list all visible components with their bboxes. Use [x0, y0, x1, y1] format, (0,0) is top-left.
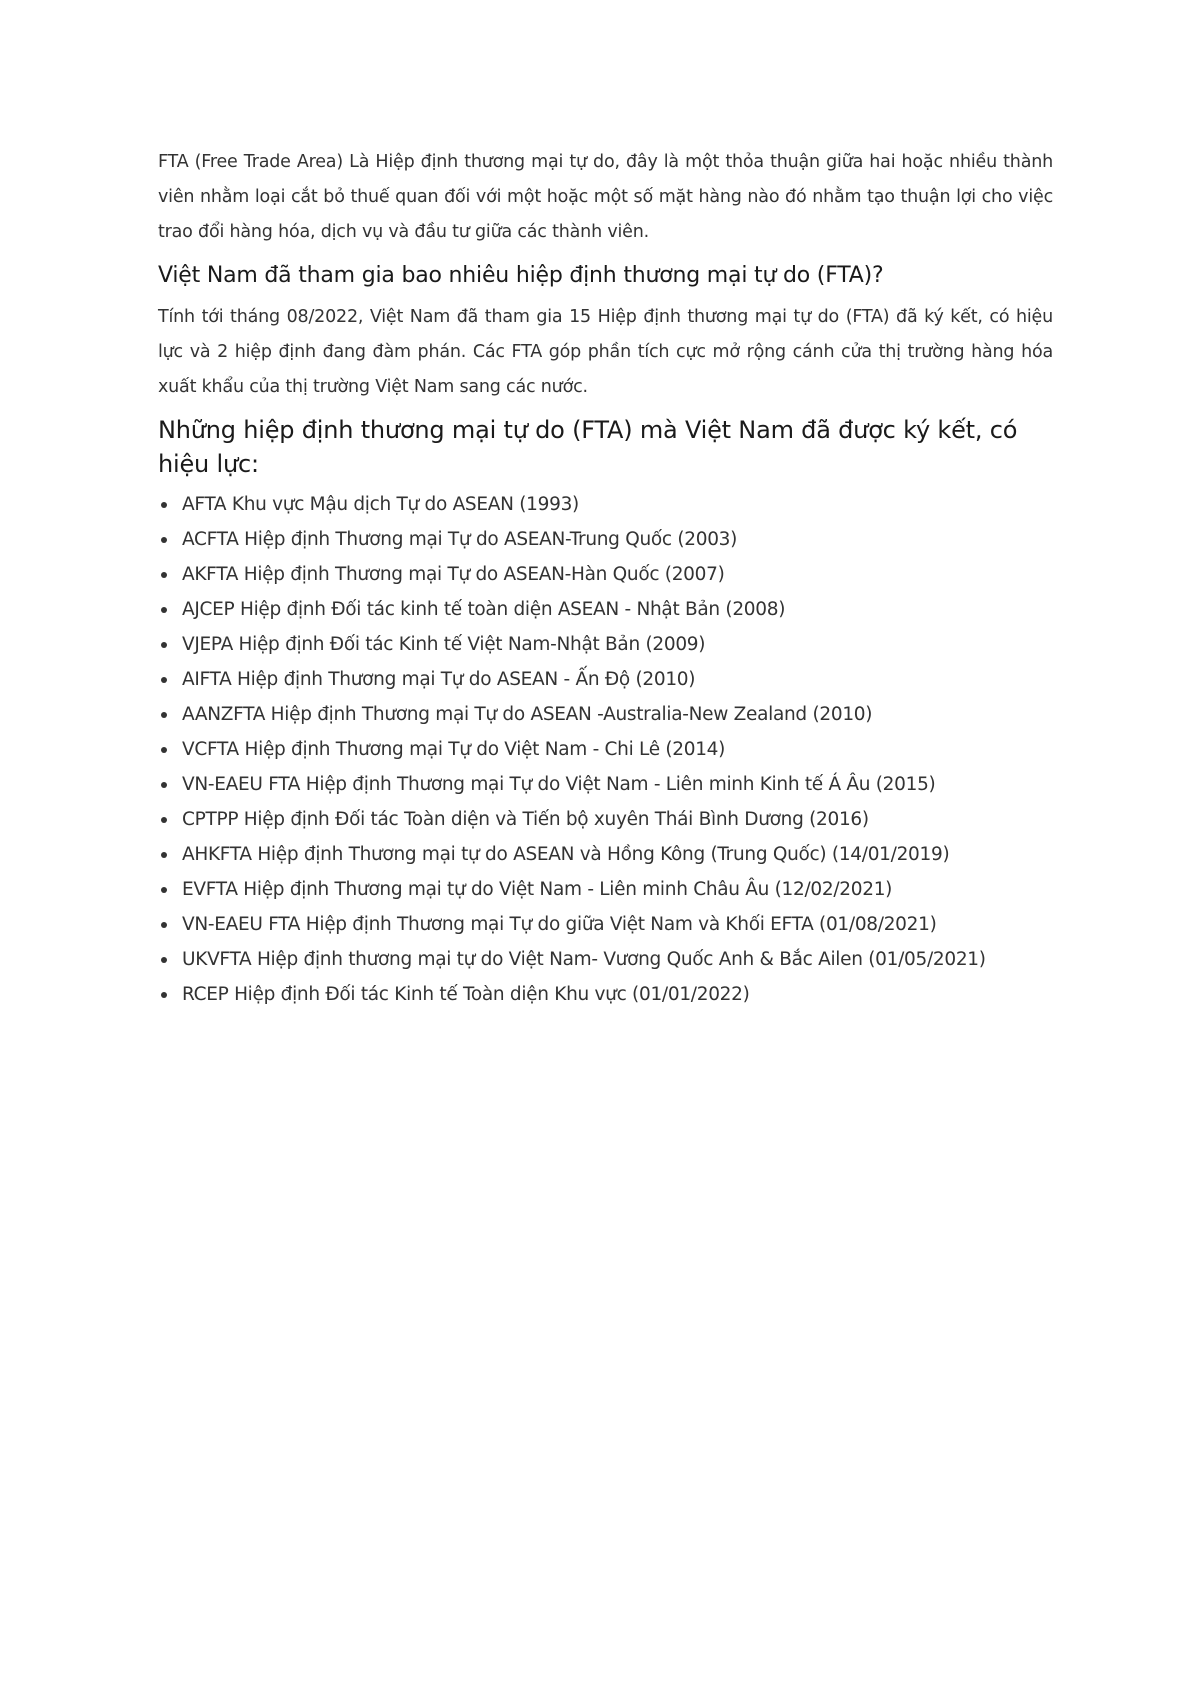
list-item [158, 802, 1053, 837]
list-item-text: AKFTA Hiệp định Thương mại Tự do ASEAN-Hàn Quốc (2007) [182, 564, 725, 585]
list-item [158, 487, 1053, 522]
list-item-text: AFTA Khu vực Mậu dịch Tự do ASEAN (1993) [182, 494, 579, 515]
bullet-icon [161, 502, 167, 508]
intro-paragraph: FTA (Free Trade Area) Là Hiệp định thương mại tự do, đây là một thỏa thuận giữa hai hoặc nhiều thành viên nhằm loại cắt bỏ thuế quan đối với một hoặc một số mặt hàng nào đó nhằm tạo thuận lợi cho việc trao đổi hàng hóa, dịch vụ và đầu tư giữa các thành viên. [158, 152, 1053, 242]
bullet-icon [161, 992, 167, 998]
list-item [158, 942, 1053, 977]
bullet-icon [161, 852, 167, 858]
heading-fta-count: Việt Nam đã tham gia bao nhiêu hiệp định thương mại tự do (FTA)? [158, 263, 884, 288]
bullet-icon [161, 747, 167, 753]
list-item [158, 697, 1053, 732]
document-body [158, 145, 1053, 1012]
fta-list [158, 487, 1053, 1012]
list-item-text: VN-EAEU FTA Hiệp định Thương mại Tự do giữa Việt Nam và Khối EFTA (01/08/2021) [182, 914, 937, 935]
fta-count-paragraph: Tính tới tháng 08/2022, Việt Nam đã tham gia 15 Hiệp định thương mại tự do (FTA) đã ký kết, có hiệu lực và 2 hiệp định đang đàm phán. Các FTA góp phần tích cực mở rộng cánh cửa thị trường hàng hóa xuất khẩu của thị trường Việt Nam sang các nước. [158, 307, 1053, 397]
list-item [158, 557, 1053, 592]
bullet-icon [161, 642, 167, 648]
list-item-text: ACFTA Hiệp định Thương mại Tự do ASEAN-Trung Quốc (2003) [182, 529, 738, 550]
list-item-text: EVFTA Hiệp định Thương mại tự do Việt Nam - Liên minh Châu Âu (12/02/2021) [182, 879, 893, 900]
bullet-icon [161, 712, 167, 718]
list-item [158, 907, 1053, 942]
bullet-icon [161, 957, 167, 963]
list-item [158, 872, 1053, 907]
list-item-text: AHKFTA Hiệp định Thương mại tự do ASEAN và Hồng Kông (Trung Quốc) (14/01/2019) [182, 844, 950, 865]
list-item-text: VN-EAEU FTA Hiệp định Thương mại Tự do Việt Nam - Liên minh Kinh tế Á Âu (2015) [182, 774, 936, 795]
list-item-text: RCEP Hiệp định Đối tác Kinh tế Toàn diện Khu vực (01/01/2022) [182, 984, 750, 1005]
list-item-text: CPTPP Hiệp định Đối tác Toàn diện và Tiến bộ xuyên Thái Bình Dương (2016) [182, 809, 869, 830]
list-item [158, 522, 1053, 557]
bullet-icon [161, 572, 167, 578]
bullet-icon [161, 782, 167, 788]
list-item [158, 732, 1053, 767]
bullet-icon [161, 887, 167, 893]
list-item [158, 662, 1053, 697]
list-item-text: VCFTA Hiệp định Thương mại Tự do Việt Nam - Chi Lê (2014) [182, 739, 726, 760]
list-item-text: VJEPA Hiệp định Đối tác Kinh tế Việt Nam-Nhật Bản (2009) [182, 634, 706, 655]
bullet-icon [161, 922, 167, 928]
list-item-text: AANZFTA Hiệp định Thương mại Tự do ASEAN -Australia-New Zealand (2010) [182, 704, 873, 725]
list-item [158, 592, 1053, 627]
heading-fta-list: Những hiệp định thương mại tự do (FTA) mà Việt Nam đã được ký kết, có hiệu lực: [158, 416, 1018, 478]
list-item-text: UKVFTA Hiệp định thương mại tự do Việt Nam- Vương Quốc Anh & Bắc Ailen (01/05/2021) [182, 949, 986, 970]
list-item [158, 627, 1053, 662]
list-item-text: AIFTA Hiệp định Thương mại Tự do ASEAN - Ấn Độ (2010) [182, 669, 696, 690]
list-item [158, 977, 1053, 1012]
list-item-text: AJCEP Hiệp định Đối tác kinh tế toàn diện ASEAN - Nhật Bản (2008) [182, 599, 786, 620]
bullet-icon [161, 677, 167, 683]
bullet-icon [161, 537, 167, 543]
bullet-icon [161, 817, 167, 823]
list-item [158, 837, 1053, 872]
list-item [158, 767, 1053, 802]
bullet-icon [161, 607, 167, 613]
